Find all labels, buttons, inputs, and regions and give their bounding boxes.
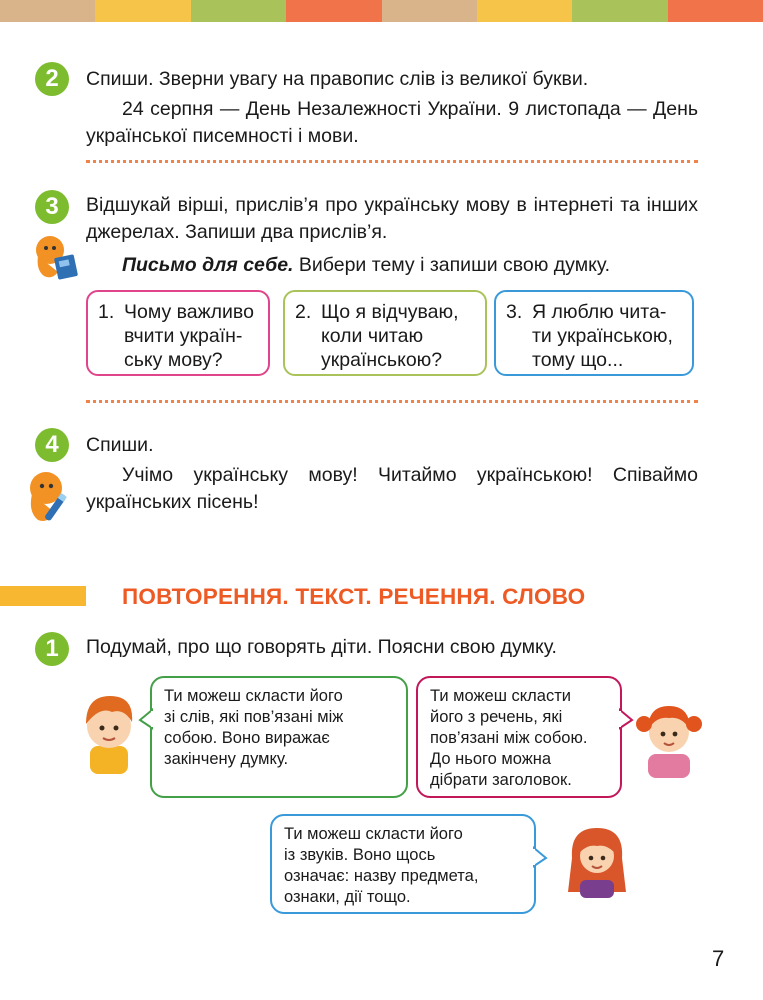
bubble-line: із звуків. Воно щось <box>284 846 436 864</box>
page-number: 7 <box>712 946 725 971</box>
topic-option-2 <box>283 290 487 376</box>
option-line: українською? <box>321 349 443 371</box>
bubble-line: Ти можеш скласти його <box>164 687 343 705</box>
section-title: ПОВТОРЕННЯ. ТЕКСТ. РЕЧЕННЯ. СЛОВО <box>122 584 586 609</box>
self-writing-label: Письмо для себе. <box>122 254 294 276</box>
boy-illustration-icon <box>72 686 146 781</box>
top-color-bar <box>0 0 763 22</box>
option-number: 2. <box>295 301 312 323</box>
topic-option-1 <box>86 290 270 376</box>
exercise-number-badge: 3 <box>35 190 69 224</box>
long-hair-girl-illustration-icon <box>562 818 632 905</box>
speech-bubble-1 <box>150 676 408 798</box>
option-line: Я люблю чита- <box>532 301 667 323</box>
bubble-line: його з речень, які <box>430 708 563 726</box>
bubble-tail-1 <box>138 708 154 730</box>
exercise-number-badge: 2 <box>35 62 69 96</box>
bubble-line: До нього можна <box>430 750 552 768</box>
option-line: вчити україн- <box>124 325 243 347</box>
self-writing-instruction: Вибери тему і запиши свою думку. <box>293 254 611 276</box>
option-line: Що я відчуваю, <box>321 301 459 323</box>
exercise-number-badge: 4 <box>35 428 69 462</box>
dotted-divider <box>86 160 698 163</box>
mascot-with-pen-icon <box>22 466 82 529</box>
option-line: тому що... <box>532 349 624 371</box>
exercise-4-task: Спиши. <box>86 434 154 456</box>
dotted-divider <box>86 400 698 403</box>
bubble-line: зі слів, які пов’язані між <box>164 708 344 726</box>
bubble-line: закінчену думку. <box>164 750 289 768</box>
bubble-line: означає: назву предмета, <box>284 867 479 885</box>
bubble-line: ознаки, дії тощо. <box>284 888 411 906</box>
bubble-line: дібрати заголовок. <box>430 771 572 789</box>
bubble-line: Ти можеш скласти його <box>284 825 463 843</box>
girl-illustration-icon <box>636 694 702 785</box>
option-line: ську мову? <box>124 349 223 371</box>
option-number: 3. <box>506 301 523 323</box>
exercise-2-task: Спиши. Зверни увагу на правопис слів із великої букви. <box>86 68 589 90</box>
section-marker-bar <box>0 586 86 606</box>
speech-bubble-2 <box>416 676 622 798</box>
exercise-3-task: Відшукай вірші, прислів’я про українську мову в інтернеті та інших джерелах. Запиши два прислів’я. <box>86 194 698 243</box>
bubble-line: Ти можеш скласти <box>430 687 572 705</box>
option-line: ти українською, <box>532 325 673 347</box>
bubble-tail-2 <box>618 708 634 730</box>
exercise-2-text: 24 серпня — День Незалежності України. 9 листопада — День української писемності і мови. <box>86 98 698 147</box>
exercise-1-task: Подумай, про що говорять діти. Поясни свою думку. <box>86 636 557 658</box>
mascot-with-book-icon <box>30 230 82 287</box>
speech-bubble-3 <box>270 814 536 914</box>
bubble-tail-3 <box>532 846 548 868</box>
exercise-number-badge: 1 <box>35 632 69 666</box>
bubble-line: пов’язані між собою. <box>430 729 588 747</box>
option-line: Чому важливо <box>124 301 254 323</box>
exercise-3-self-writing <box>86 252 698 279</box>
option-number: 1. <box>98 301 115 323</box>
exercise-4-text: Учімо українську мову! Читаймо українською! Співаймо українських пісень! <box>86 464 698 513</box>
topic-option-3 <box>494 290 694 376</box>
bubble-line: собою. Воно виражає <box>164 729 330 747</box>
option-line: коли читаю <box>321 325 424 347</box>
